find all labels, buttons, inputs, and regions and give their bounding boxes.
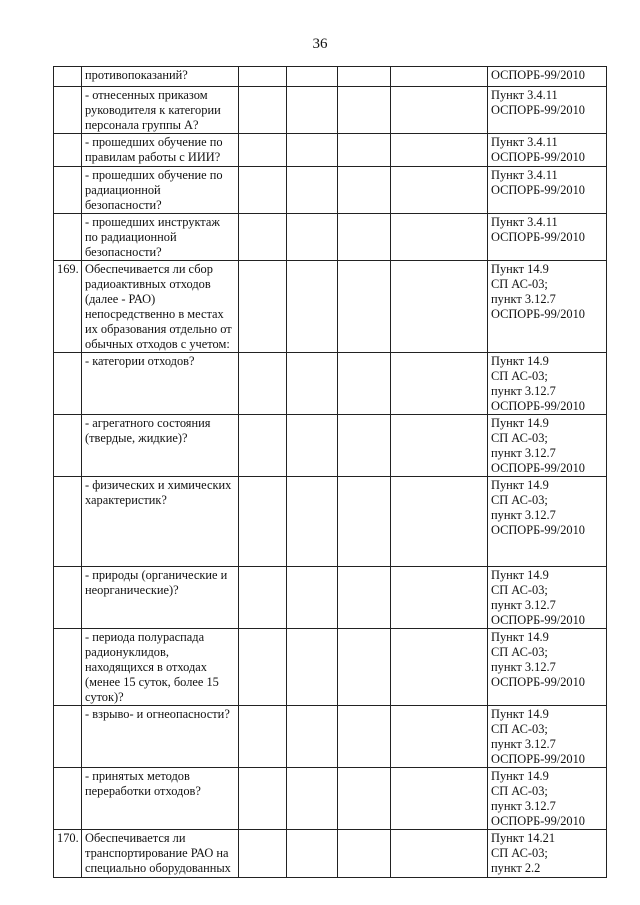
reference-line: ОСПОРБ-99/2010 (491, 523, 586, 537)
question-line: - прошедших обучение по (85, 135, 223, 149)
not-applicable-cell (338, 167, 391, 214)
reference-cell (488, 706, 607, 768)
question-cell (82, 768, 239, 830)
reference-cell (488, 87, 607, 134)
question-line: находящихся в отходах (85, 660, 207, 674)
question-line: противопоказаний? (85, 68, 188, 82)
table-row (54, 67, 607, 87)
reference-line: Пункт 14.9 (491, 707, 549, 721)
reference-line: пункт 3.12.7 (491, 660, 556, 674)
reference-line: Пункт 14.9 (491, 630, 549, 644)
reference-line: ОСПОРБ-99/2010 (491, 675, 586, 689)
reference-line: СП АС-03; (491, 846, 548, 860)
reference-line: пункт 3.12.7 (491, 508, 556, 522)
question-line: - периода полураспада (85, 630, 205, 644)
reference-line: Пункт 3.4.11 (491, 135, 558, 149)
answer-no-cell (287, 353, 338, 415)
answer-no-cell (287, 134, 338, 167)
answer-no-cell (287, 830, 338, 878)
reference-cell (488, 67, 607, 87)
question-cell (82, 830, 239, 878)
table-row (54, 629, 607, 706)
answer-yes-cell (239, 261, 287, 353)
question-cell (82, 567, 239, 629)
reference-line: пункт 3.12.7 (491, 292, 556, 306)
table-row (54, 261, 607, 353)
item-number (54, 134, 82, 167)
reference-line: ОСПОРБ-99/2010 (491, 307, 586, 321)
question-line: непосредственно в местах (85, 307, 224, 321)
reference-line: Пункт 14.9 (491, 568, 549, 582)
comment-cell (391, 134, 488, 167)
comment-cell (391, 629, 488, 706)
not-applicable-cell (338, 629, 391, 706)
question-cell (82, 261, 239, 353)
question-line: (далее - РАО) (85, 292, 156, 306)
item-number (54, 629, 82, 706)
not-applicable-cell (338, 830, 391, 878)
not-applicable-cell (338, 768, 391, 830)
answer-yes-cell (239, 415, 287, 477)
reference-line: пункт 3.12.7 (491, 799, 556, 813)
item-number (54, 67, 82, 87)
answer-no-cell (287, 87, 338, 134)
question-cell (82, 214, 239, 261)
comment-cell (391, 214, 488, 261)
item-number (54, 706, 82, 768)
comment-cell (391, 353, 488, 415)
not-applicable-cell (338, 261, 391, 353)
question-line: правилам работы с ИИИ? (85, 150, 221, 164)
not-applicable-cell (338, 706, 391, 768)
item-number (54, 768, 82, 830)
answer-no-cell (287, 567, 338, 629)
reference-line: Пункт 14.9 (491, 478, 549, 492)
answer-no-cell (287, 477, 338, 567)
item-number (54, 567, 82, 629)
comment-cell (391, 768, 488, 830)
question-line: (твердые, жидкие)? (85, 431, 188, 445)
comment-cell (391, 67, 488, 87)
not-applicable-cell (338, 567, 391, 629)
question-line: радиационной (85, 183, 161, 197)
reference-line: Пункт 3.4.11 (491, 88, 558, 102)
reference-cell (488, 214, 607, 261)
question-line: переработки отходов? (85, 784, 201, 798)
answer-yes-cell (239, 567, 287, 629)
question-line: - прошедших инструктаж (85, 215, 220, 229)
reference-line: пункт 3.12.7 (491, 737, 556, 751)
item-number (54, 477, 82, 567)
reference-line: СП АС-03; (491, 277, 548, 291)
answer-no-cell (287, 415, 338, 477)
item-number: 169. (54, 261, 82, 353)
answer-no-cell (287, 629, 338, 706)
question-cell (82, 134, 239, 167)
reference-line: СП АС-03; (491, 493, 548, 507)
not-applicable-cell (338, 134, 391, 167)
reference-line: ОСПОРБ-99/2010 (491, 752, 586, 766)
table-row (54, 87, 607, 134)
answer-yes-cell (239, 167, 287, 214)
question-line: по радиационной (85, 230, 177, 244)
table-row (54, 134, 607, 167)
table-row (54, 415, 607, 477)
table-row (54, 706, 607, 768)
comment-cell (391, 261, 488, 353)
reference-cell (488, 261, 607, 353)
comment-cell (391, 415, 488, 477)
question-cell (82, 629, 239, 706)
reference-cell (488, 353, 607, 415)
answer-yes-cell (239, 134, 287, 167)
reference-line: Пункт 14.21 (491, 831, 556, 845)
item-number (54, 353, 82, 415)
reference-line: пункт 3.12.7 (491, 446, 556, 460)
reference-line: пункт 3.12.7 (491, 384, 556, 398)
item-number (54, 415, 82, 477)
reference-line: пункт 2.2 (491, 861, 541, 875)
question-line: - взрыво- и огнеопасности? (85, 707, 230, 721)
item-number (54, 167, 82, 214)
question-line: - категории отходов? (85, 354, 195, 368)
not-applicable-cell (338, 214, 391, 261)
item-number (54, 87, 82, 134)
answer-yes-cell (239, 830, 287, 878)
not-applicable-cell (338, 415, 391, 477)
checklist-table (53, 66, 607, 878)
answer-yes-cell (239, 477, 287, 567)
reference-line: ОСПОРБ-99/2010 (491, 68, 586, 82)
comment-cell (391, 567, 488, 629)
table-row (54, 167, 607, 214)
answer-no-cell (287, 214, 338, 261)
reference-line: Пункт 14.9 (491, 262, 549, 276)
reference-line: СП АС-03; (491, 645, 548, 659)
reference-line: Пункт 14.9 (491, 354, 549, 368)
question-line: безопасности? (85, 245, 162, 259)
answer-no-cell (287, 67, 338, 87)
question-line: радиоактивных отходов (85, 277, 211, 291)
reference-line: СП АС-03; (491, 784, 548, 798)
answer-yes-cell (239, 214, 287, 261)
question-line: характеристик? (85, 493, 167, 507)
answer-yes-cell (239, 768, 287, 830)
answer-no-cell (287, 706, 338, 768)
question-line: транспортирование РАО на (85, 846, 229, 860)
reference-cell (488, 167, 607, 214)
table-row (54, 353, 607, 415)
answer-no-cell (287, 261, 338, 353)
reference-cell (488, 134, 607, 167)
item-number: 170. (54, 830, 82, 878)
reference-line: Пункт 14.9 (491, 769, 549, 783)
not-applicable-cell (338, 67, 391, 87)
question-line: Обеспечивается ли (85, 831, 186, 845)
reference-line: ОСПОРБ-99/2010 (491, 461, 586, 475)
table-row (54, 477, 607, 567)
question-line: - агрегатного состояния (85, 416, 211, 430)
reference-line: ОСПОРБ-99/2010 (491, 183, 586, 197)
reference-line: СП АС-03; (491, 369, 548, 383)
comment-cell (391, 706, 488, 768)
table-row (54, 830, 607, 878)
answer-no-cell (287, 768, 338, 830)
question-line: суток)? (85, 690, 124, 704)
question-line: - принятых методов (85, 769, 190, 783)
page-number: 36 (312, 36, 328, 52)
answer-yes-cell (239, 629, 287, 706)
item-number (54, 214, 82, 261)
question-line: - прошедших обучение по (85, 168, 223, 182)
table-row (54, 768, 607, 830)
reference-cell (488, 830, 607, 878)
question-cell (82, 67, 239, 87)
reference-cell (488, 477, 607, 567)
answer-yes-cell (239, 87, 287, 134)
not-applicable-cell (338, 477, 391, 567)
question-cell (82, 353, 239, 415)
question-line: - отнесенных приказом (85, 88, 208, 102)
question-cell (82, 167, 239, 214)
question-line: обычных отходов с учетом: (85, 337, 230, 351)
reference-cell (488, 768, 607, 830)
reference-line: пункт 3.12.7 (491, 598, 556, 612)
answer-yes-cell (239, 353, 287, 415)
reference-cell (488, 567, 607, 629)
question-line: персонала группы А? (85, 118, 199, 132)
reference-line: Пункт 3.4.11 (491, 168, 558, 182)
comment-cell (391, 87, 488, 134)
question-cell (82, 87, 239, 134)
table-row (54, 567, 607, 629)
question-cell (82, 415, 239, 477)
table-row (54, 214, 607, 261)
answer-yes-cell (239, 706, 287, 768)
question-line: Обеспечивается ли сбор (85, 262, 213, 276)
reference-line: СП АС-03; (491, 722, 548, 736)
reference-line: СП АС-03; (491, 431, 548, 445)
question-line: (менее 15 суток, более 15 (85, 675, 219, 689)
question-cell (82, 706, 239, 768)
question-line: радионуклидов, (85, 645, 169, 659)
not-applicable-cell (338, 353, 391, 415)
reference-cell (488, 415, 607, 477)
question-line: - природы (органические и (85, 568, 228, 582)
reference-line: ОСПОРБ-99/2010 (491, 399, 586, 413)
comment-cell (391, 477, 488, 567)
not-applicable-cell (338, 87, 391, 134)
reference-line: ОСПОРБ-99/2010 (491, 103, 586, 117)
question-line: безопасности? (85, 198, 162, 212)
reference-line: ОСПОРБ-99/2010 (491, 814, 586, 828)
question-line: специально оборудованных (85, 861, 231, 875)
reference-line: Пункт 3.4.11 (491, 215, 558, 229)
question-cell (82, 477, 239, 567)
reference-line: Пункт 14.9 (491, 416, 549, 430)
question-line: - физических и химических (85, 478, 232, 492)
question-line: руководителя к категории (85, 103, 221, 117)
reference-line: ОСПОРБ-99/2010 (491, 230, 586, 244)
answer-yes-cell (239, 67, 287, 87)
question-line: неорганические)? (85, 583, 179, 597)
comment-cell (391, 167, 488, 214)
reference-line: СП АС-03; (491, 583, 548, 597)
reference-line: ОСПОРБ-99/2010 (491, 613, 586, 627)
reference-cell (488, 629, 607, 706)
answer-no-cell (287, 167, 338, 214)
question-line: их образования отдельно от (85, 322, 232, 336)
reference-line: ОСПОРБ-99/2010 (491, 150, 586, 164)
comment-cell (391, 830, 488, 878)
